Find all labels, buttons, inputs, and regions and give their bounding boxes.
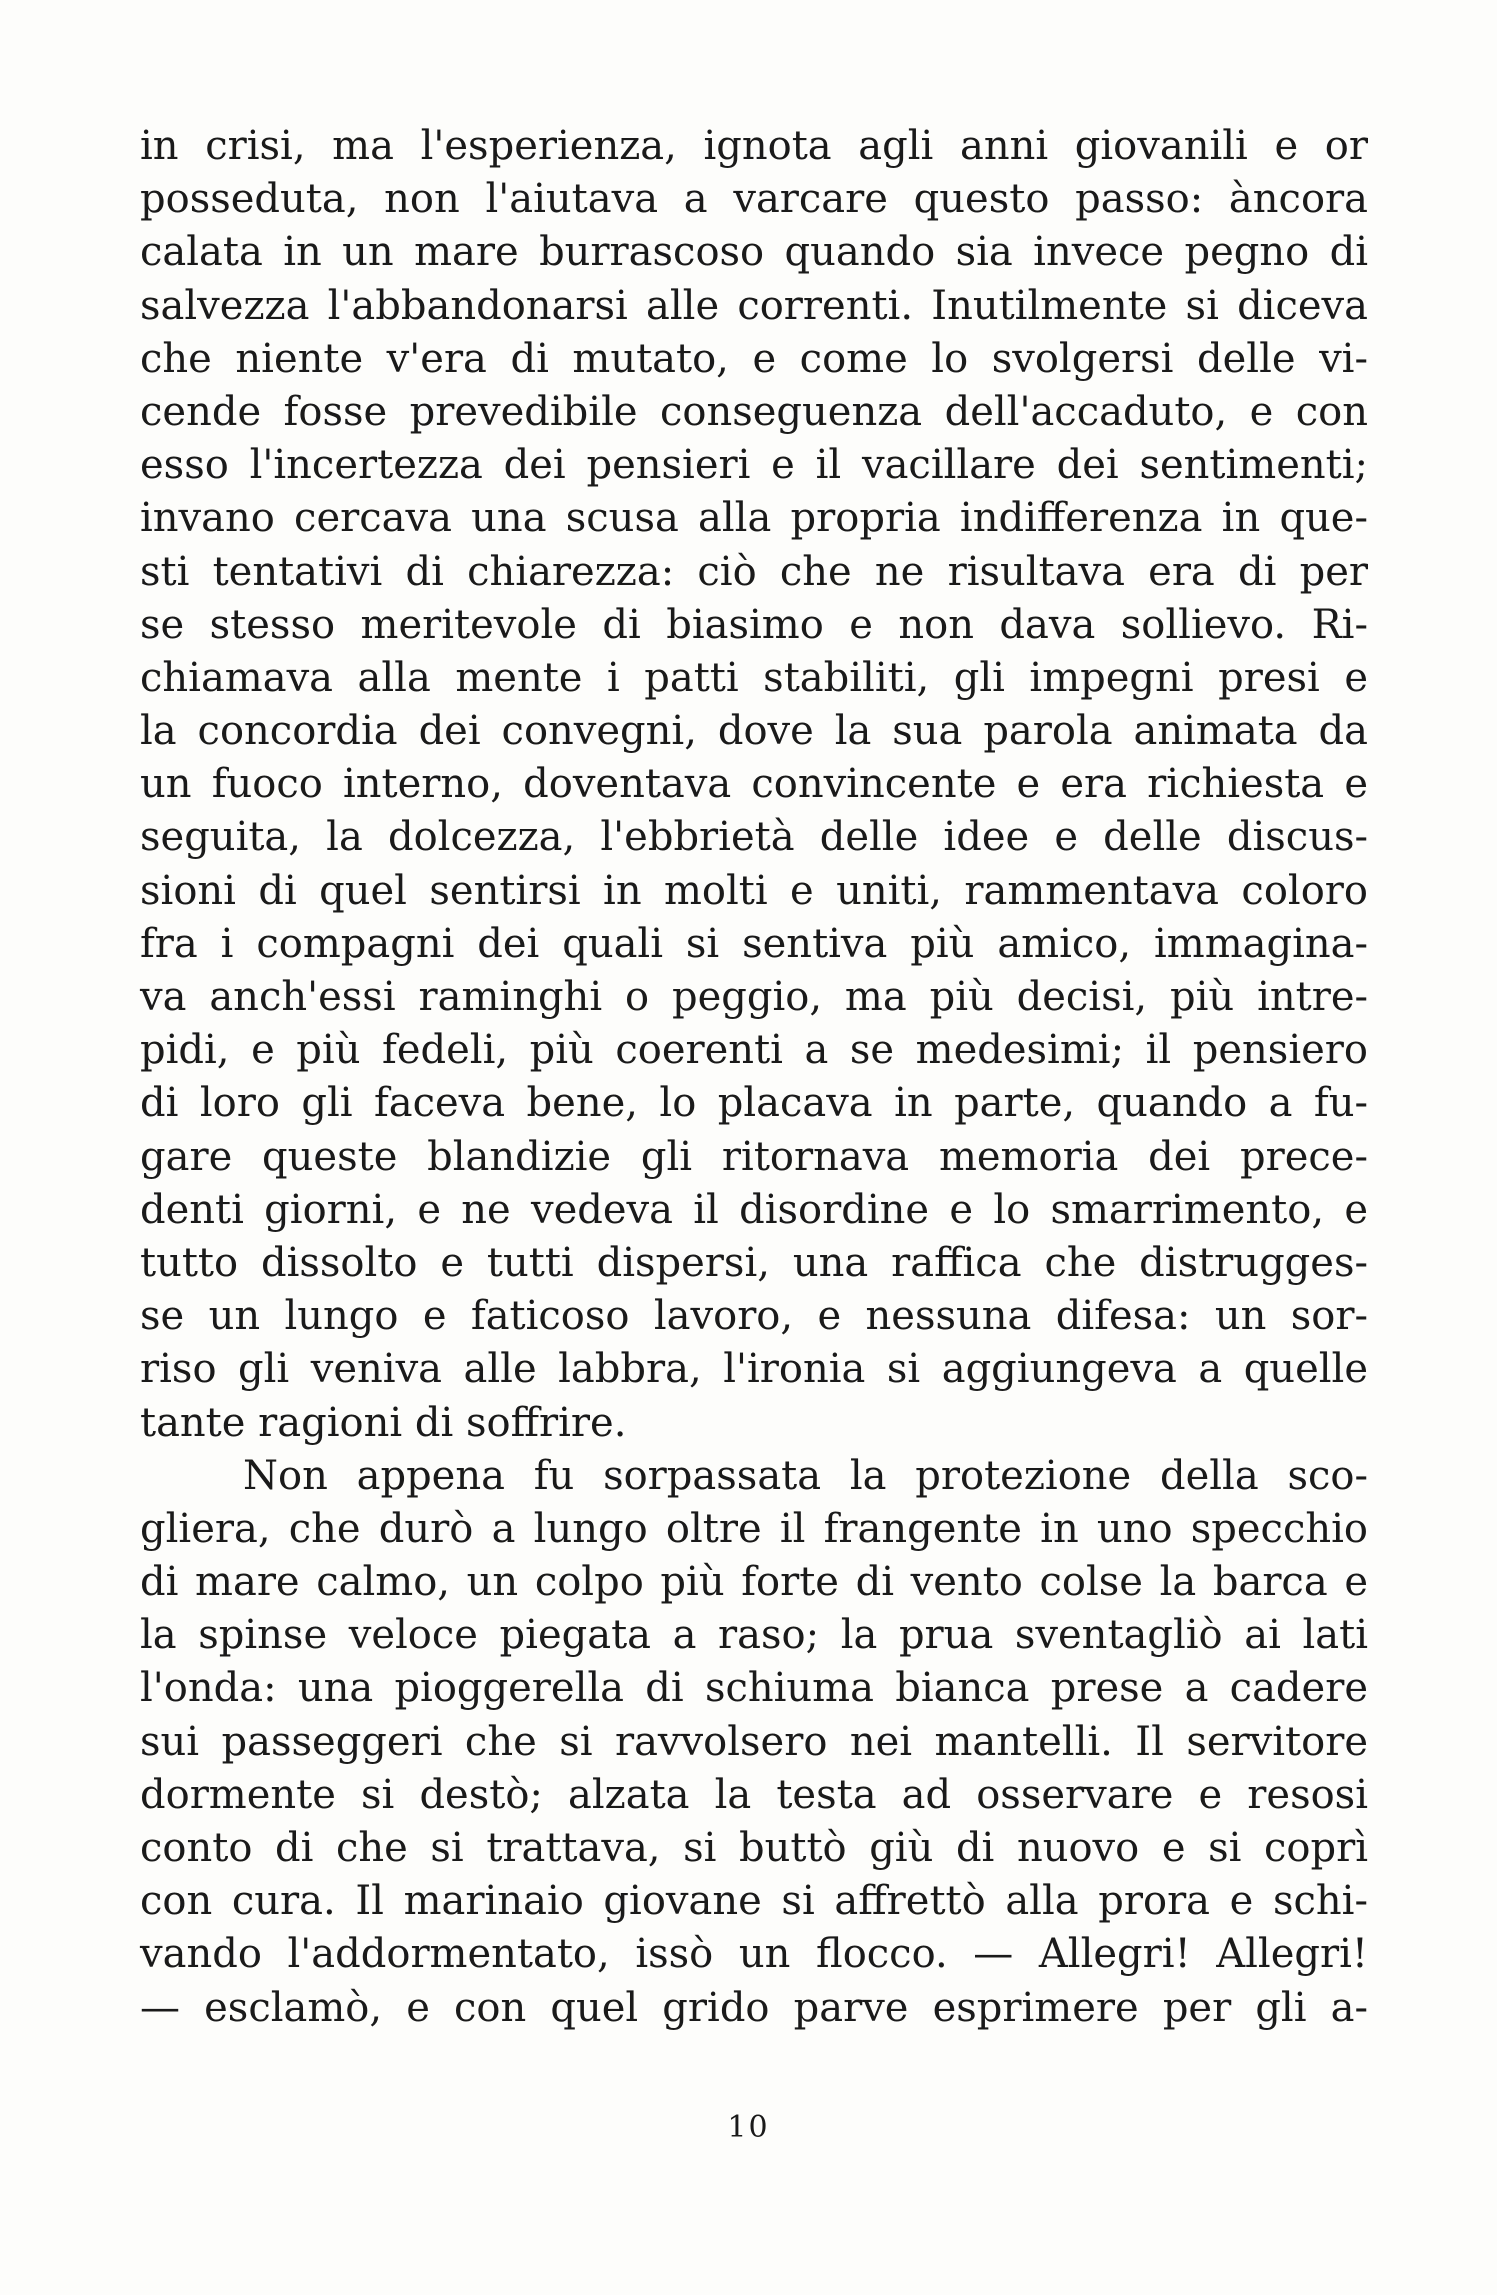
- text-line: invano cercava una scusa alla propria indifferenza in que-: [140, 495, 1368, 542]
- text-line: con cura. Il marinaio giovane si affrettò alla prora e schi-: [140, 1878, 1368, 1925]
- text-line: la concordia dei convegni, dove la sua parola animata da: [140, 708, 1368, 755]
- text-line: sui passeggeri che si ravvolsero nei mantelli. Il servitore: [140, 1718, 1368, 1765]
- body-text: [140, 120, 1368, 2035]
- text-line: gliera, che durò a lungo oltre il frangente in uno specchio: [140, 1505, 1368, 1552]
- text-line: tante ragioni di soffrire.: [140, 1399, 627, 1446]
- page-number: 10: [727, 2110, 770, 2145]
- text-line: Non appena fu sorpassata la protezione della sco-: [243, 1452, 1368, 1499]
- text-line: pidi, e più fedeli, più coerenti a se medesimi; il pensiero: [140, 1027, 1368, 1074]
- text-line: riso gli veniva alle labbra, l'ironia si aggiungeva a quelle: [140, 1346, 1368, 1393]
- text-line: salvezza l'abbandonarsi alle correnti. Inutilmente si diceva: [140, 282, 1368, 329]
- text-line: posseduta, non l'aiutava a varcare questo passo: àncora: [140, 176, 1368, 223]
- text-line: di mare calmo, un colpo più forte di vento colse la barca e: [140, 1559, 1368, 1606]
- text-line: gare queste blandizie gli ritornava memoria dei prece-: [140, 1133, 1368, 1180]
- text-line: sioni di quel sentirsi in molti e uniti, rammentava coloro: [140, 867, 1368, 914]
- text-line: va anch'essi raminghi o peggio, ma più decisi, più intre-: [140, 974, 1368, 1020]
- text-line: se stesso meritevole di biasimo e non dava sollievo. Ri-: [140, 601, 1368, 648]
- text-line: chiamava alla mente i patti stabiliti, gli impegni presi e: [140, 654, 1368, 701]
- text-line: esso l'incertezza dei pensieri e il vacillare dei sentimenti;: [140, 442, 1368, 489]
- text-line: di loro gli faceva bene, lo placava in parte, quando a fu-: [140, 1080, 1368, 1127]
- text-line: dormente si destò; alzata la testa ad osservare e resosi: [140, 1771, 1368, 1818]
- text-line: conto di che si trattava, si buttò giù di nuovo e si coprì: [140, 1825, 1368, 1871]
- text-line: sti tentativi di chiarezza: ciò che ne risultava era di per: [140, 548, 1368, 595]
- text-line: cende fosse prevedibile conseguenza dell'accaduto, e con: [140, 388, 1368, 435]
- text-line: la spinse veloce piegata a raso; la prua sventagliò ai lati: [140, 1612, 1368, 1659]
- text-line: tutto dissolto e tutti dispersi, una raffica che distrugges-: [140, 1239, 1368, 1286]
- text-line: calata in un mare burrascoso quando sia invece pegno di: [140, 229, 1368, 276]
- text-line: in crisi, ma l'esperienza, ignota agli anni giovanili e or: [140, 123, 1368, 169]
- paragraph-2: [140, 1450, 1368, 2035]
- text-line: denti giorni, e ne vedeva il disordine e lo smarrimento, e: [140, 1186, 1368, 1233]
- paragraph-1: [140, 120, 1368, 1450]
- text-line: seguita, la dolcezza, l'ebbrietà delle idee e delle discus-: [140, 814, 1368, 861]
- text-line: — esclamò, e con quel grido parve esprimere per gli a-: [140, 1984, 1368, 2031]
- text-line: che niente v'era di mutato, e come lo svolgersi delle vi-: [140, 335, 1368, 382]
- text-line: l'onda: una pioggerella di schiuma bianca prese a cadere: [140, 1665, 1368, 1712]
- text-line: un fuoco interno, doventava convincente e era richiesta e: [140, 761, 1368, 808]
- text-line: se un lungo e faticoso lavoro, e nessuna difesa: un sor-: [140, 1293, 1368, 1340]
- text-line: vando l'addormentato, issò un flocco. — Allegri! Allegri!: [140, 1931, 1368, 1978]
- text-line: fra i compagni dei quali si sentiva più amico, immagina-: [140, 920, 1368, 967]
